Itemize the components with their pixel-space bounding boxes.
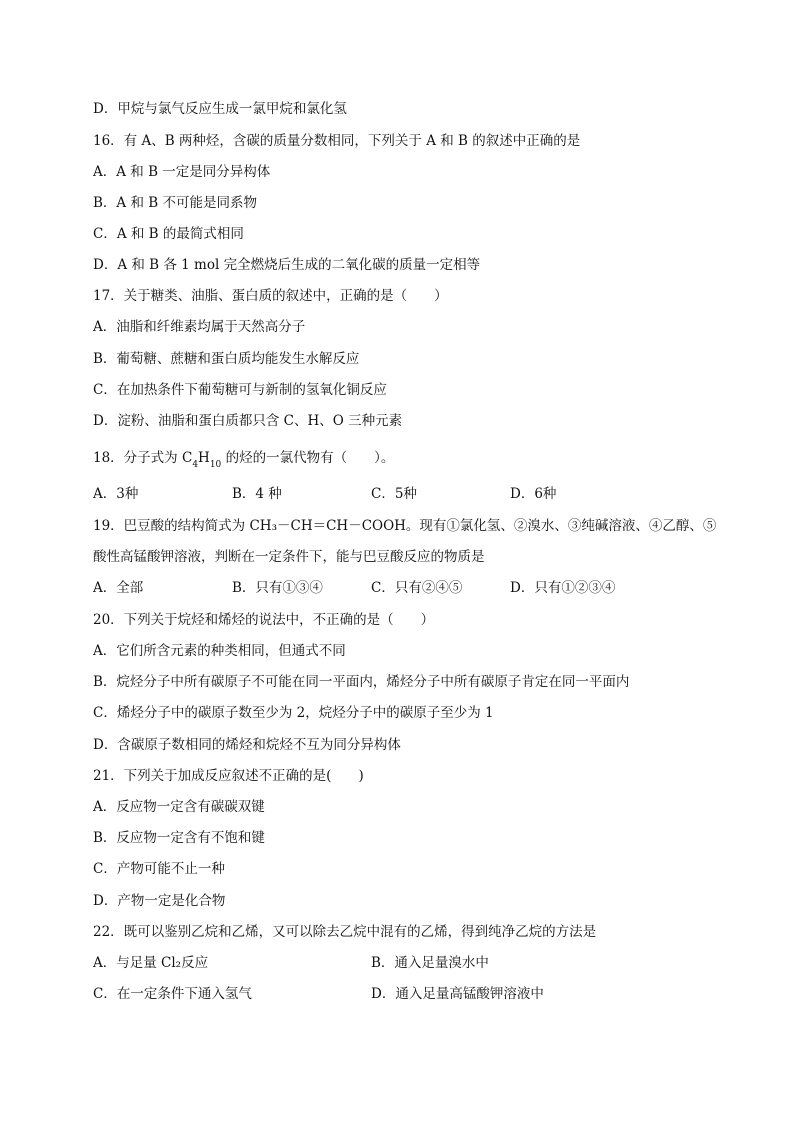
q15-option-d: D．甲烷与氯气反应生成一氯甲烷和氯化氢	[93, 101, 347, 117]
q18-option-c: C．5种	[371, 486, 417, 502]
q17-option-c: C．在加热条件下葡萄糖可与新制的氢氧化铜反应	[93, 382, 387, 398]
q16-option-b: B．A 和 B 不可能是同系物	[93, 195, 257, 211]
q20-option-b: B．烷烃分子中所有碳原子不可能在同一平面内，烯烃分子中所有碳原子肯定在同一平面内	[93, 674, 630, 690]
q16-stem: 16．有 A、B 两种烃，含碳的质量分数相同，下列关于 A 和 B 的叙述中正确的是	[93, 133, 581, 149]
q20-option-c: C．烯烃分子中的碳原子数至少为 2，烷烃分子中的碳原子至少为 1	[93, 705, 494, 721]
q22-option-d: D．通入足量高锰酸钾溶液中	[371, 986, 544, 1002]
q18-option-d: D．6种	[510, 486, 557, 502]
q19-option-d: D．只有①②③④	[510, 580, 616, 596]
q22-option-c: C．在一定条件下通入氢气	[93, 986, 252, 1002]
q17-option-b: B．葡萄糖、蔗糖和蛋白质均能发生水解反应	[93, 351, 360, 367]
q21-option-a: A．反应物一定含有碳碳双键	[93, 799, 265, 815]
q16-option-d: D．A 和 B 各 1 mol 完全燃烧后生成的二氧化碳的质量一定相等	[93, 257, 481, 273]
q19-option-a: A．全部	[93, 580, 144, 596]
q18-option-b: B．4 种	[232, 486, 282, 502]
q17-option-d: D．淀粉、油脂和蛋白质都只含 C、H、O 三种元素	[93, 413, 403, 429]
q20-option-d: D．含碳原子数相同的烯烃和烷烃不互为同分异构体	[93, 737, 401, 753]
q19-stem-line1: 19．巴豆酸的结构简式为 CH₃－CH＝CH－COOH。现有①氯化氢、②溴水、③纯碱溶液、④乙醇、⑤	[93, 518, 717, 534]
q21-option-d: D．产物一定是化合物	[93, 893, 226, 909]
q20-stem: 20．下列关于烷烃和烯烃的说法中，不正确的是（ ）	[93, 612, 435, 628]
q22-option-a: A．与足量 Cl₂反应	[93, 955, 209, 971]
q19-option-b: B．只有①③④	[232, 580, 323, 596]
q16-option-a: A．A 和 B 一定是同分异构体	[93, 164, 271, 180]
q21-option-c: C．产物可能不止一种	[93, 861, 225, 877]
q19-stem-line2: 酸性高锰酸钾溶液，判断在一定条件下，能与巴豆酸反应的物质是	[93, 549, 485, 565]
q18-option-a: A．3种	[93, 486, 139, 502]
q21-stem: 21．下列关于加成反应叙述不正确的是( )	[93, 768, 364, 784]
q18-stem: 18．分子式为 $C_4H_{10}$ 的烃的一氯代物有（ ）。	[93, 450, 395, 470]
q17-option-a: A．油脂和纤维素均属于天然高分子	[93, 319, 306, 335]
q17-stem: 17．关于糖类、油脂、蛋白质的叙述中，正确的是（ ）	[93, 288, 448, 304]
q20-option-a: A．它们所含元素的种类相同，但通式不同	[93, 643, 346, 659]
q16-option-c: C．A 和 B 的最简式相同	[93, 226, 244, 242]
q19-option-c: C．只有②④⑤	[371, 580, 463, 596]
q21-option-b: B．反应物一定含有不饱和键	[93, 830, 265, 846]
q22-stem: 22．既可以鉴别乙烷和乙烯，又可以除去乙烷中混有的乙烯，得到纯净乙烷的方法是	[93, 924, 597, 940]
q22-option-b: B．通入足量溴水中	[371, 955, 489, 971]
